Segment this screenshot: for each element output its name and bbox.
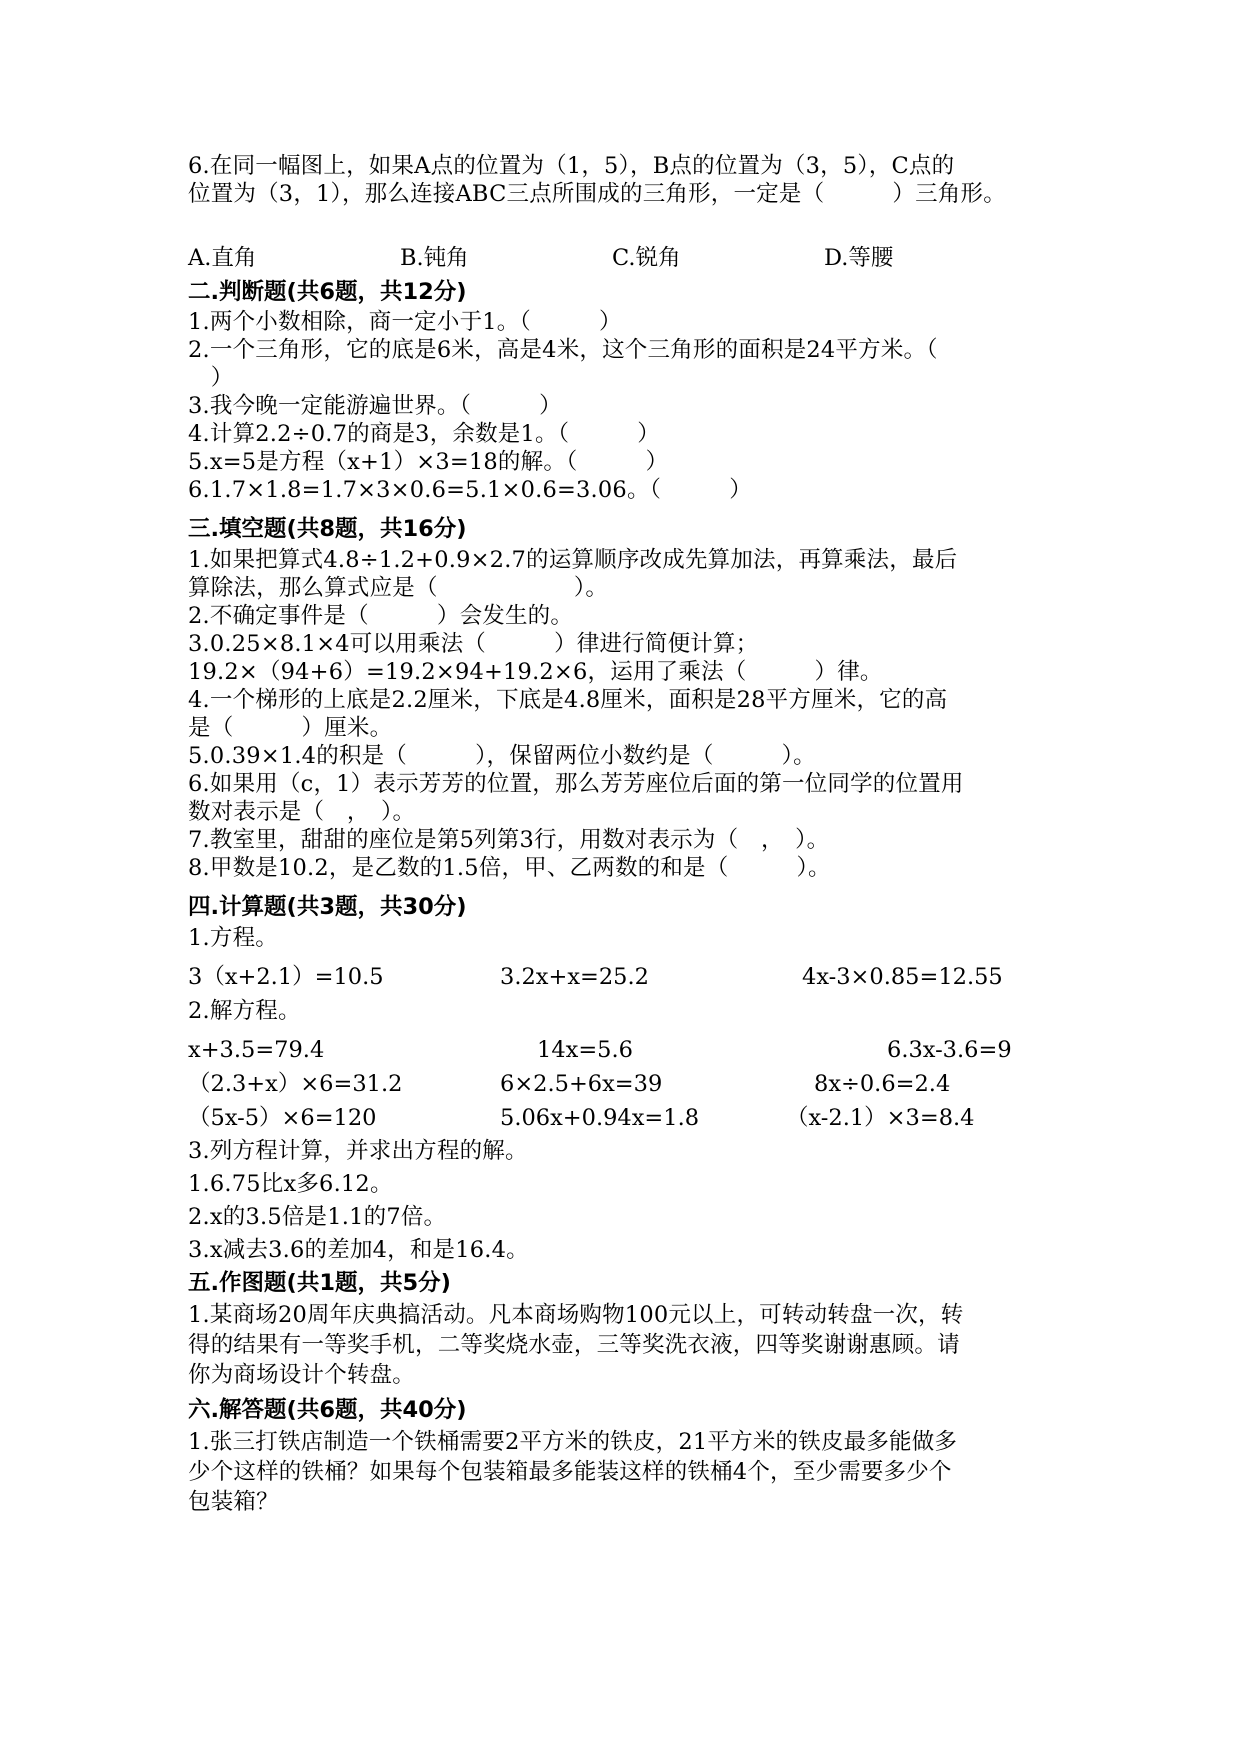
equation: 3.2x+x=25.2 bbox=[500, 964, 649, 990]
question-text: 1.某商场20周年庆典搞活动。凡本商场购物100元以上，可转动转盘一次，转 bbox=[188, 1302, 964, 1328]
question-text: 19.2×（94+6）=19.2×94+19.2×6，运用了乘法（ ）律。 bbox=[188, 659, 883, 685]
section-heading: 六.解答题(共6题，共40分) bbox=[188, 1397, 467, 1423]
equation: 14x=5.6 bbox=[537, 1037, 633, 1063]
question-text: 2.一个三角形，它的底是6米，高是4米，这个三角形的面积是24平方米。（ bbox=[188, 337, 938, 363]
question-text: 数对表示是（ ， ）。 bbox=[188, 799, 416, 825]
question-text: 1.6.75比x多6.12。 bbox=[188, 1171, 393, 1197]
option-d: D.等腰 bbox=[824, 245, 894, 271]
question-text: 5.0.39×1.4的积是（ ），保留两位小数约是（ ）。 bbox=[188, 743, 816, 769]
question-text: 6.如果用（c，1）表示芳芳的位置，那么芳芳座位后面的第一位同学的位置用 bbox=[188, 771, 964, 797]
question-text: 1.如果把算式4.8÷1.2+0.9×2.7的运算顺序改成先算加法，再算乘法，最后 bbox=[188, 547, 958, 573]
question-text: 5.x=5是方程（x+1）×3=18的解。（ ） bbox=[188, 449, 669, 475]
equation: 4x-3×0.85=12.55 bbox=[802, 964, 1003, 990]
question-text: 位置为（3，1），那么连接ABC三点所围成的三角形，一定是（ ）三角形。 bbox=[188, 181, 1006, 207]
equation: 5.06x+0.94x=1.8 bbox=[500, 1105, 700, 1131]
question-text: 1.张三打铁店制造一个铁桶需要2平方米的铁皮，21平方米的铁皮最多能做多 bbox=[188, 1429, 958, 1455]
question-text: 算除法，那么算式应是（ ）。 bbox=[188, 575, 609, 601]
equation: （x-2.1）×3=8.4 bbox=[786, 1105, 975, 1131]
question-text: 2.不确定事件是（ ）会发生的。 bbox=[188, 603, 574, 629]
question-text: 2.解方程。 bbox=[188, 998, 301, 1024]
equation: （5x-5）×6=120 bbox=[188, 1105, 377, 1131]
equation: 3（x+2.1）=10.5 bbox=[188, 964, 384, 990]
section-heading: 五.作图题(共1题，共5分) bbox=[188, 1270, 451, 1296]
question-text: 2.x的3.5倍是1.1的7倍。 bbox=[188, 1204, 447, 1230]
equation: 6.3x-3.6=9 bbox=[887, 1037, 1012, 1063]
question-text: 3.我今晚一定能游遍世界。（ ） bbox=[188, 393, 562, 419]
question-text: ） bbox=[188, 365, 234, 391]
question-text: 你为商场设计个转盘。 bbox=[188, 1362, 416, 1388]
equation: 8x÷0.6=2.4 bbox=[814, 1071, 951, 1097]
question-text: 是（ ）厘米。 bbox=[188, 715, 393, 741]
question-text: 1.两个小数相除，商一定小于1。（ ） bbox=[188, 309, 622, 335]
option-b: B.钝角 bbox=[400, 245, 469, 271]
question-text: 得的结果有一等奖手机，二等奖烧水壶，三等奖洗衣液，四等奖谢谢惠顾。请 bbox=[188, 1332, 960, 1358]
question-text: 6.在同一幅图上，如果A点的位置为（1，5），B点的位置为（3，5），C点的 bbox=[188, 153, 955, 179]
section-heading: 三.填空题(共8题，共16分) bbox=[188, 516, 467, 542]
question-text: 3.x减去3.6的差加4，和是16.4。 bbox=[188, 1237, 529, 1263]
question-text: 少个这样的铁桶？如果每个包装箱最多能装这样的铁桶4个，至少需要多少个 bbox=[188, 1459, 952, 1485]
equation: 6×2.5+6x=39 bbox=[500, 1071, 663, 1097]
question-text: 8.甲数是10.2，是乙数的1.5倍，甲、乙两数的和是（ ）。 bbox=[188, 855, 831, 881]
option-a: A.直角 bbox=[188, 245, 257, 271]
option-c: C.锐角 bbox=[612, 245, 681, 271]
question-text: 4.计算2.2÷0.7的商是3，余数是1。（ ） bbox=[188, 421, 660, 447]
question-text: 1.方程。 bbox=[188, 925, 278, 951]
question-text: 4.一个梯形的上底是2.2厘米，下底是4.8厘米，面积是28平方厘米，它的高 bbox=[188, 687, 948, 713]
question-text: 6.1.7×1.8=1.7×3×0.6=5.1×0.6=3.06。（ ） bbox=[188, 477, 752, 503]
question-text: 7.教室里，甜甜的座位是第5列第3行，用数对表示为（ ， ）。 bbox=[188, 827, 830, 853]
equation: （2.3+x）×6=31.2 bbox=[188, 1071, 403, 1097]
equation: x+3.5=79.4 bbox=[188, 1037, 325, 1063]
question-text: 3.0.25×8.1×4可以用乘法（ ）律进行简便计算； bbox=[188, 631, 759, 657]
section-heading: 四.计算题(共3题，共30分) bbox=[188, 894, 467, 920]
question-text: 3.列方程计算，并求出方程的解。 bbox=[188, 1138, 528, 1164]
question-text: 包装箱？ bbox=[188, 1489, 279, 1515]
section-heading: 二.判断题(共6题，共12分) bbox=[188, 279, 467, 305]
